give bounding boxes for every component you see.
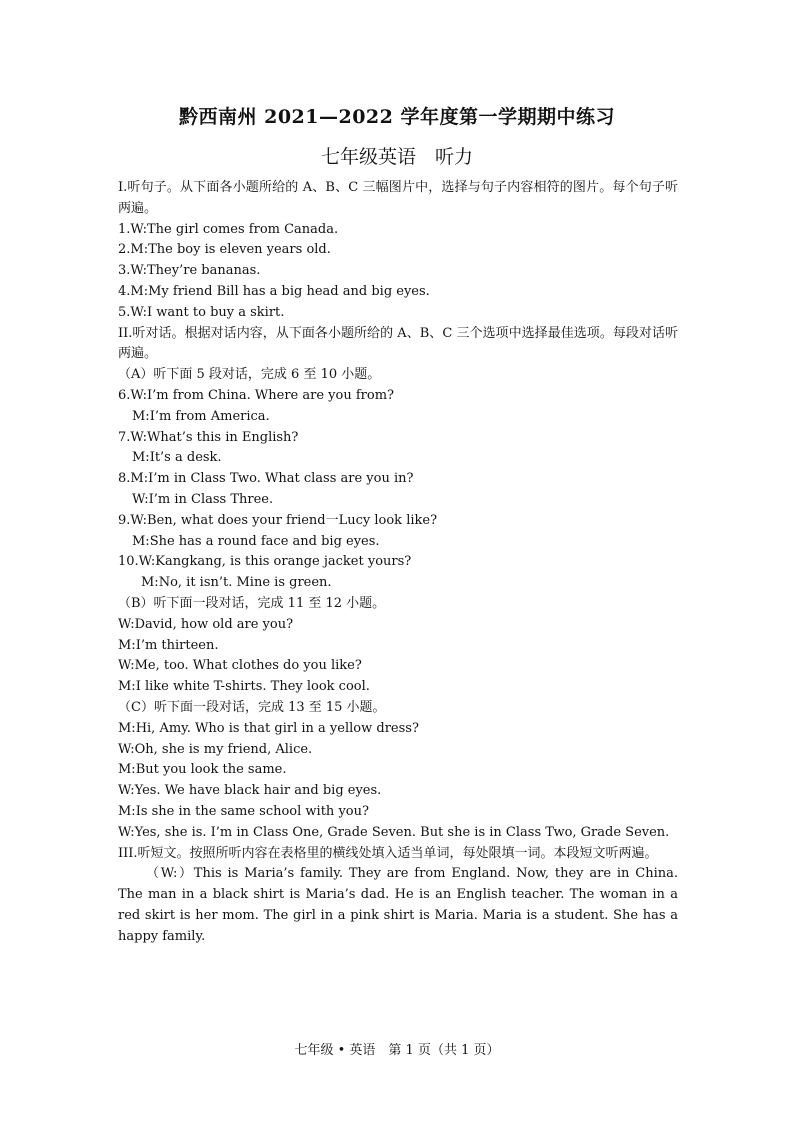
section2-instruction: II.听对话。根据对话内容，从下面各小题所给的 A、B、C 三个选项中选择最佳选项。每段对话听两遍。 [118,325,678,362]
dialog-9-answer: M:She has a round face and big eyes. [132,533,380,549]
part-b-line-3: W:Me, too. What clothes do you like? [118,658,362,674]
page-title: 黔西南州 2021—2022 学年度第一学期期中练习 [179,106,615,128]
dialog-6-question: 6.W:I’m from China. Where are you from? [118,387,395,403]
part-c-line-6: W:Yes, she is. I’m in Class One, Grade Seven. But she is in Class Two, Grade Seven. [118,824,670,840]
part-b-line-1: W:David, how old are you? [118,616,294,632]
document-body [118,178,678,947]
dialog-9-question: 9.W:Ben, what does your friend一Lucy look like? [118,512,438,528]
part-c-line-2: W:Oh, she is my friend, Alice. [118,741,313,757]
dialog-7-answer: M:It’s a desk. [132,450,222,466]
dialog-8-question: 8.M:I’m in Class Two. What class are you in? [118,471,414,487]
page-footer: 七年级 • 英语 第 1 页（共 1 页） [294,1043,500,1058]
dialog-10-question: 10.W:Kangkang, is this orange jacket yours? [118,554,412,570]
part-b-heading: （B）听下面一段对话，完成 11 至 12 小题。 [118,595,386,611]
section3-passage: （W:）This is Maria’s family. They are from England. Now, they are in China. The man in a black shirt is Maria’s dad. He is an English teacher. The woman in a red skirt is her mom. The girl in a pink shirt is Maria. Maria is a student. She has a happy family. [118,866,678,944]
sentence-item-3: 3.W:They’re bananas. [118,263,261,279]
part-c-line-3: M:But you look the same. [118,762,287,778]
dialog-8-answer: W:I’m in Class Three. [132,491,274,507]
dialog-10-answer: M:No, it isn’t. Mine is green. [141,575,332,591]
dialog-7-question: 7.W:What’s this in English? [118,429,299,445]
part-a-heading: （A）听下面 5 段对话，完成 6 至 10 小题。 [118,367,381,383]
part-c-line-1: M:Hi, Amy. Who is that girl in a yellow dress? [118,720,419,736]
page-subtitle: 七年级英语 听力 [320,146,473,168]
sentence-item-5: 5.W:I want to buy a skirt. [118,304,285,320]
dialog-6-answer: M:I’m from America. [132,408,270,424]
part-c-heading: （C）听下面一段对话，完成 13 至 15 小题。 [118,699,386,715]
part-b-line-2: M:I’m thirteen. [118,637,219,653]
part-c-line-4: W:Yes. We have black hair and big eyes. [118,783,382,799]
section1-instruction: I.听句子。从下面各小题所给的 A、B、C 三幅图片中，选择与句子内容相符的图片。每个句子听两遍。 [118,180,678,216]
part-b-line-4: M:I like white T-shirts. They look cool. [118,679,370,695]
sentence-item-1: 1.W:The girl comes from Canada. [118,221,339,237]
sentence-item-4: 4.M:My friend Bill has a big head and big eyes. [118,283,430,299]
sentence-item-2: 2.M:The boy is eleven years old. [118,242,331,258]
section3-instruction: III.听短文。按照所听内容在表格里的横线处填入适当单词，每处限填一词。本段短文听两遍。 [118,845,658,861]
part-c-line-5: M:Is she in the same school with you? [118,803,369,819]
